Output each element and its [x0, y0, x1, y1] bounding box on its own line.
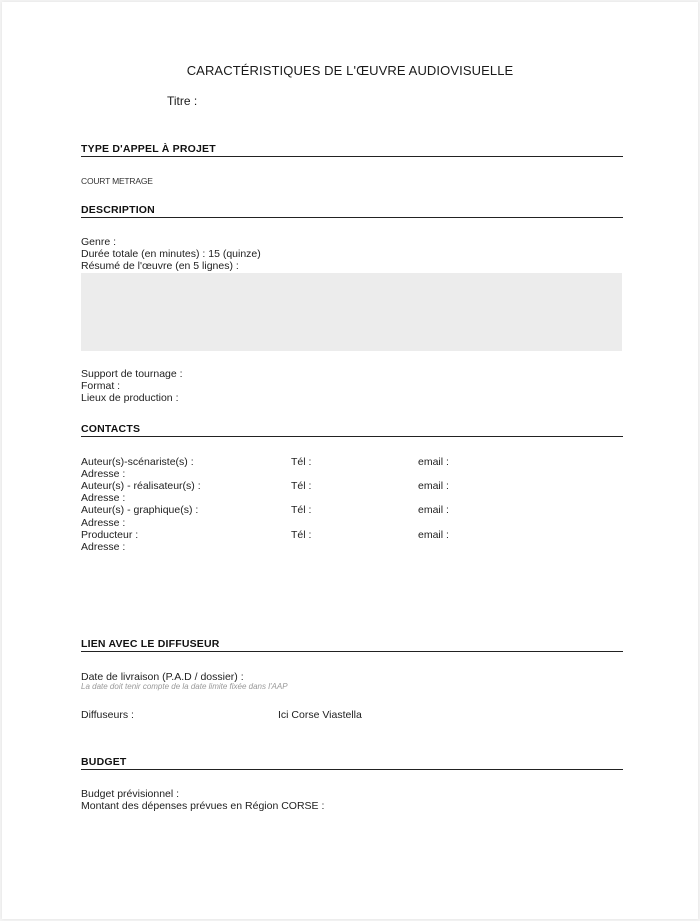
contact-email: email :: [418, 529, 449, 541]
contact-adresse: Adresse :: [81, 492, 126, 504]
contact-adresse: Adresse :: [81, 541, 126, 553]
section-rule: [81, 436, 623, 437]
contact-tel: Tél :: [291, 456, 312, 468]
section-rule: [81, 156, 623, 157]
contact-email: email :: [418, 504, 449, 516]
contact-tel: Tél :: [291, 529, 312, 541]
section-rule: [81, 217, 623, 218]
titre-label: Titre :: [167, 94, 198, 108]
contact-role: Auteur(s)-scénariste(s) :: [81, 456, 194, 468]
format-label: Format :: [81, 380, 121, 392]
contact-role: Auteur(s) - réalisateur(s) :: [81, 480, 201, 492]
diffuseurs-label: Diffuseurs :: [81, 709, 134, 721]
section-heading-diffuseur: LIEN AVEC LE DIFFUSEUR: [81, 638, 220, 650]
contact-adresse: Adresse :: [81, 517, 126, 529]
lieux-label: Lieux de production :: [81, 392, 179, 404]
section-heading-contacts: CONTACTS: [81, 423, 141, 435]
montant-depenses-label: Montant des dépenses prévues en Région CORSE :: [81, 800, 325, 812]
section-heading-description: DESCRIPTION: [81, 204, 155, 216]
contact-role: Auteur(s) - graphique(s) :: [81, 504, 199, 516]
contact-tel: Tél :: [291, 504, 312, 516]
section-rule: [81, 769, 623, 770]
duree-label: Durée totale (en minutes) : 15 (quinze): [81, 248, 261, 260]
contact-tel: Tél :: [291, 480, 312, 492]
budget-previsionnel-label: Budget prévisionnel :: [81, 788, 180, 800]
contact-role: Producteur :: [81, 529, 139, 541]
type-appel-value: COURT METRAGE: [81, 176, 153, 186]
section-heading-budget: BUDGET: [81, 756, 127, 768]
diffuseurs-value: Ici Corse Viastella: [278, 709, 362, 721]
date-livraison-label: Date de livraison (P.A.D / dossier) :: [81, 671, 244, 683]
document-title: CARACTÉRISTIQUES DE L'ŒUVRE AUDIOVISUELLE: [186, 63, 514, 78]
contact-adresse: Adresse :: [81, 468, 126, 480]
resume-field[interactable]: [81, 273, 622, 351]
section-rule: [81, 651, 623, 652]
date-livraison-note: La date doit tenir compte de la date limite fixée dans l'AAP: [81, 682, 288, 691]
contact-email: email :: [418, 480, 449, 492]
contact-email: email :: [418, 456, 449, 468]
genre-label: Genre :: [81, 236, 117, 248]
section-heading-type-appel: TYPE D'APPEL À PROJET: [81, 143, 216, 155]
support-label: Support de tournage :: [81, 368, 183, 380]
resume-label: Résumé de l'œuvre (en 5 lignes) :: [81, 260, 239, 272]
